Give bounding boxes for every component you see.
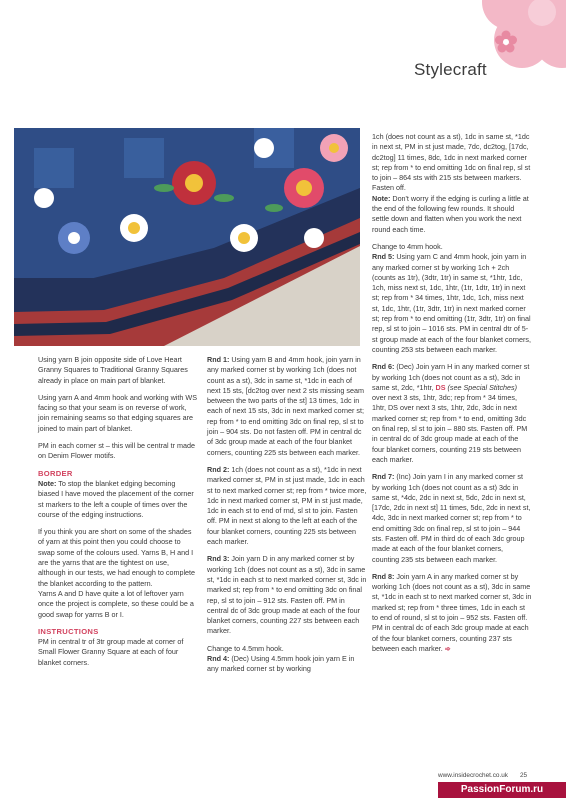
note-text: Don't worry if the edging is curling a little at the end of the following few rounds. It should settle down and flatten when you work the next round each time.	[372, 193, 529, 234]
round-label: Rnd 5:	[372, 252, 395, 262]
round-4	[207, 654, 367, 675]
paragraph: Yarns A and D have quite a lot of leftover yarn once the project is complete, so these could be a good swap for yarns B or I.	[38, 588, 194, 619]
round-label: Rnd 3:	[207, 554, 230, 564]
round-text: (Inc) Join yarn I in any marked corner st by working 1ch (does not count as a st) 3dc in same st, *4dc, 2dc in next st, 5dc, 2dc in next st, [17dc, 2dc in next st] 11 times, 5dc, 2dc in next st, 4dc, 3dc in next marked corner st; rep from * to end omitting 3dc on final rep, sl st to join – 944 sts. Fasten off. PM in third dc of each 3dc group made at each of the four blanket corners, counting 235 sts between each marker.	[372, 472, 531, 564]
round-label: Rnd 1:	[207, 355, 230, 364]
page-number: 25	[520, 772, 528, 779]
round-text: Join yarn A in any marked corner st by working 1ch (does not count as a st), 3dc in same st, *1dc in each st to next marked corner st, 3dc in marked st; rep from * three times, 1dc in each st to end of round, sl st to join – 952 sts. Fasten off. PM in central dc of each 3dc group made at each of the four blanket corners, counting 237 sts between each marker.	[372, 571, 532, 653]
paragraph: PM in each corner st – this will be central tr made on Denim Flower motifs.	[38, 441, 195, 461]
round-text: over next 3 sts, 1htr, 3dc; rep from * 34 times, 1htr, DS over next 3 sts, 1htr, 2dc, 3dc in next marked corner st; rep from * to end, omitting 3dc on final rep, sl st to join – 880 sts. Fasten off. PM in central dc of 3dc group made at each of the four blanket corners, counting 219 sts between each marker.	[372, 393, 528, 464]
round-label: Rnd 8:	[372, 571, 395, 581]
border-heading: BORDER	[38, 468, 73, 478]
round-6	[372, 362, 532, 465]
round-text: (Dec) Join yarn H in any marked corner st by working 1ch (does not count as a st), 3dc in same st, 2dc, *1htr,	[372, 362, 530, 392]
round-1	[207, 355, 367, 458]
brand-logo-text: Stylecraft	[414, 60, 487, 79]
note-label: Note:	[372, 193, 391, 203]
round-text: Join yarn D in any marked corner st by working 1ch (does not count as a st), 3dc in same st, *1dc in each st to next marked corner st, 3dc in marked st; rep from * to end omitting 3dc on final rep, sl st to join – 912 sts. Fasten off. PM in central dc of 3dc group made at each of the four blanket corners, counting 227 sts between each marker.	[207, 554, 367, 636]
paragraph: If you think you are short on some of the shades of yarn at this point then you could choose to swap some of the colours used. Yarns B, H and I are the yarns that are the tightest on use, although in our tests, we had enough to complete the blanket according to the pattern.	[38, 527, 196, 588]
hook-change: Change to 4mm hook.	[372, 241, 443, 251]
round-label: Rnd 6:	[372, 362, 395, 372]
round-text: 1ch (does not count as a st), *1dc in next marked corner st, PM in st just made, 1dc in each st to next marked corner st; rep from * twice more, 1dc in next marked corner st, PM in st just made, 1dc in each st to end of rnd, sl st to join. Fasten off. PM in next st along to the left at each of the four blanket corners, counting 225 sts between each marker.	[207, 464, 367, 547]
round-7	[372, 472, 532, 565]
round-text: Using yarn B and 4mm hook, join yarn in any marked corner st by working 1ch (does not count as a st), 3dc in same st, *1dc in each of next 15 sts, [dc2tog over next 2 sts missing seam between the two parts of the st] 13 times, 1dc in each of next 15 sts, 3dc in next marked corner st; rep from * to end omitting 3dc on final rep, sl st to join – 904 sts. Do not fasten off. PM in central dc of 3dc group made at each of the four blanket corners, counting 225 sts between each marker.	[207, 355, 365, 457]
round-label: Rnd 4:	[207, 654, 230, 664]
paragraph: Using yarn A and 4mm hook and working with WS facing so that your seam is on reverse of work, join remaining seams so that edging squares are joined to main part of blanket.	[38, 392, 197, 433]
instructions-heading: INSTRUCTIONS	[38, 626, 99, 636]
watermark: PassionForum.ru	[438, 782, 566, 798]
round-label: Rnd 2:	[207, 464, 230, 474]
round-text: (Dec) Using 4.5mm hook join yarn E in any marked corner st by working	[207, 654, 355, 674]
note-text: To stop the blanket edging becoming biased I have moved the placement of the corner st markers to the left a couple of times over the course of the edging instructions.	[38, 478, 194, 519]
continue-arrow-icon: ➾	[444, 643, 451, 653]
special-stitches-ref: (see Special Stitches)	[445, 382, 518, 392]
round-label: Rnd 7:	[372, 472, 395, 482]
blanket-photo	[14, 128, 360, 346]
border-note	[38, 479, 198, 520]
paragraph: PM in central tr of 3tr group made at corner of Small Flower Granny Square at each of four blanket corners.	[38, 637, 184, 667]
round-3	[207, 554, 367, 636]
text-column-1	[38, 355, 198, 675]
text-column-3	[372, 132, 532, 661]
round-2	[207, 465, 367, 547]
round-8	[372, 572, 532, 654]
text-column-2	[207, 355, 367, 682]
round-4-continued: 1ch (does not count as a st), 1dc in same st, *1dc in next st, PM in st just made, 7dc, dc2tog, [17dc, dc2tog] 11 times, 8dc, 1dc in next marked corner st; rep from * to end omitting 1dc on final rep, sl st to join – 864 sts with 215 sts between markers. Fasten off.	[372, 132, 531, 193]
round-text: Using yarn C and 4mm hook, join yarn in any marked corner st by working 1ch + 2ch (counts as 1tr), (3dtr, 1tr) in same st, *1htr, 1dc, 1ch, miss next st, 1dc, 1htr, (1tr, 1dtr, 1tr) in next st; rep from * 34 times, 1htr, 1dc, 1ch, miss next st, 1dc, 1htr, (1tr, 3dtr, 1tr) in next marked corner st; rep from * to end omitting (1tr, 3dtr, 1tr) on final rep, sl st to join – 1016 sts. PM in central dtr of 5-st group made at each of the four blanket corners, counting 253 sts between each marker.	[372, 252, 532, 354]
paragraph: Using yarn B join opposite side of Love Heart Granny Squares to Traditional Granny Squares already in place on main part of blanket.	[38, 355, 188, 385]
footer-url[interactable]: www.insidecrochet.co.uk	[438, 772, 508, 779]
round-5	[372, 252, 532, 355]
hook-change: Change to 4.5mm hook.	[207, 643, 284, 653]
ds-abbreviation: DS	[435, 382, 446, 392]
note	[372, 194, 532, 235]
note-label: Note:	[38, 478, 57, 488]
stylecraft-logo-flower-icon	[494, 30, 518, 54]
